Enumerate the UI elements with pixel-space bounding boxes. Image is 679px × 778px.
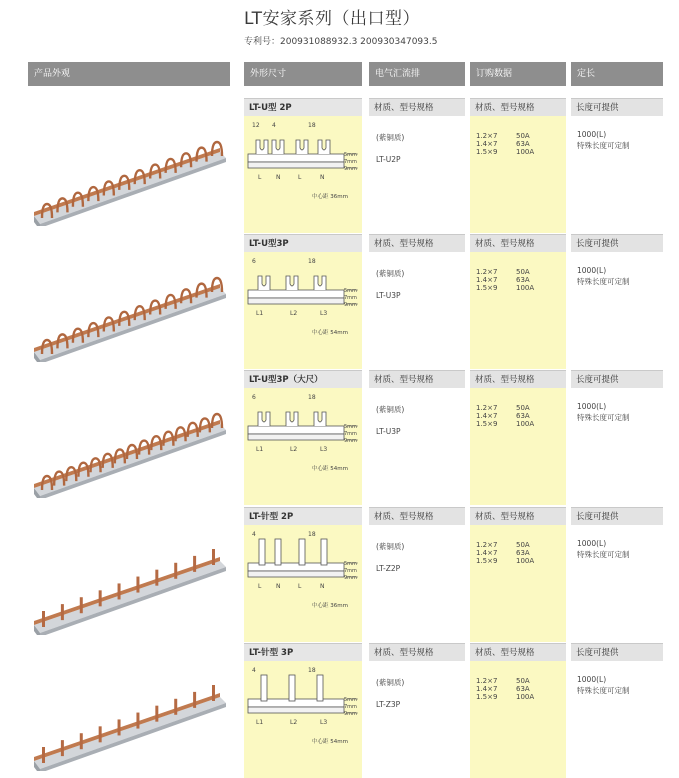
order-line: 1.4×7 63A xyxy=(476,685,530,693)
material-text: (紫铜质) xyxy=(376,542,405,551)
length-header: 长度可提供 xyxy=(571,370,663,388)
length-header: 长度可提供 xyxy=(571,234,663,252)
length-note: 特殊长度可定制 xyxy=(577,550,630,559)
center-distance: 中心距 54mm xyxy=(312,466,348,472)
patent-numbers: 专利号：200931088932.3 200930347093.5 xyxy=(244,37,438,47)
dim-c: 18 xyxy=(308,394,316,401)
header-product: 产品外观 xyxy=(28,62,230,86)
phase-label: L3 xyxy=(320,310,328,317)
dim-c: 18 xyxy=(308,258,316,265)
order-line: 1.2×7 50A xyxy=(476,268,530,276)
material-text: (紫铜质) xyxy=(376,678,405,687)
phase-label: L3 xyxy=(320,719,328,726)
dimension-diagram xyxy=(246,529,360,637)
length-value: 1000(L) xyxy=(577,675,607,684)
phase-label: N xyxy=(320,583,325,590)
phase-label: L xyxy=(298,174,302,181)
phase-label: L2 xyxy=(290,719,298,726)
page-title: LT安家系列（出口型） xyxy=(244,9,421,29)
height-label: 9mm xyxy=(344,438,357,444)
phase-label: L1 xyxy=(256,446,264,453)
height-label: 7mm xyxy=(344,159,357,165)
header-dimensions: 外形尺寸 xyxy=(244,62,362,86)
length-header: 长度可提供 xyxy=(571,643,663,661)
height-label: 7mm xyxy=(344,704,357,710)
dim-c: 18 xyxy=(308,122,316,129)
height-label: 9mm xyxy=(344,575,357,581)
length-note: 特殊长度可定制 xyxy=(577,686,630,695)
model-code: LT-Z3P xyxy=(376,700,401,709)
order-cell xyxy=(470,507,566,642)
order-header: 材质、型号规格 xyxy=(470,98,566,116)
height-label: 5mm xyxy=(344,152,357,158)
model-code: LT-U2P xyxy=(376,155,401,164)
height-label: 5mm xyxy=(344,561,357,567)
dim-a: 12 xyxy=(252,122,260,129)
order-header: 材质、型号规格 xyxy=(470,370,566,388)
order-line: 1.2×7 50A xyxy=(476,404,530,412)
length-value: 1000(L) xyxy=(577,539,607,548)
dimension-diagram xyxy=(246,256,360,364)
order-cell xyxy=(470,643,566,778)
order-header: 材质、型号规格 xyxy=(470,234,566,252)
material-text: (紫铜质) xyxy=(376,133,405,142)
order-line: 1.4×7 63A xyxy=(476,412,530,420)
phase-label: L1 xyxy=(256,719,264,726)
dim-a: 6 xyxy=(252,394,256,401)
model-title: LT-针型 3P xyxy=(244,643,362,661)
phase-label: L xyxy=(258,583,262,590)
dim-a: 4 xyxy=(252,531,256,538)
phase-label: L2 xyxy=(290,446,298,453)
product-row xyxy=(0,643,679,778)
product-row xyxy=(0,234,679,369)
dimension-diagram xyxy=(246,665,360,773)
product-row xyxy=(0,507,679,642)
order-line: 1.2×7 50A xyxy=(476,677,530,685)
model-title: LT-针型 2P xyxy=(244,507,362,525)
order-line: 1.4×7 63A xyxy=(476,549,530,557)
header-busbar: 电气汇流排 xyxy=(369,62,465,86)
center-distance: 中心距 54mm xyxy=(312,739,348,745)
header-length: 定长 xyxy=(571,62,663,86)
material-header: 材质、型号规格 xyxy=(369,507,465,525)
model-code: LT-Z2P xyxy=(376,564,401,573)
material-text: (紫铜质) xyxy=(376,405,405,414)
height-label: 5mm xyxy=(344,424,357,430)
phase-label: L3 xyxy=(320,446,328,453)
length-value: 1000(L) xyxy=(577,130,607,139)
product-image xyxy=(28,374,230,498)
order-line: 1.4×7 63A xyxy=(476,276,530,284)
order-line: 1.2×7 50A xyxy=(476,541,530,549)
order-line: 1.4×7 63A xyxy=(476,140,530,148)
order-line: 1.5×9 100A xyxy=(476,420,535,428)
order-list xyxy=(476,268,534,292)
dim-a: 4 xyxy=(252,667,256,674)
length-note: 特殊长度可定制 xyxy=(577,141,630,150)
product-image xyxy=(28,238,230,362)
length-note: 特殊长度可定制 xyxy=(577,277,630,286)
length-value: 1000(L) xyxy=(577,266,607,275)
material-header: 材质、型号规格 xyxy=(369,370,465,388)
order-line: 1.2×7 50A xyxy=(476,132,530,140)
phase-label: L1 xyxy=(256,310,264,317)
order-cell xyxy=(470,234,566,369)
center-distance: 中心距 36mm xyxy=(312,603,348,609)
length-header: 长度可提供 xyxy=(571,507,663,525)
order-header: 材质、型号规格 xyxy=(470,643,566,661)
phase-label: L xyxy=(298,583,302,590)
model-title: LT-U型 2P xyxy=(244,98,362,116)
header-order: 订购数据 xyxy=(470,62,566,86)
height-label: 9mm xyxy=(344,166,357,172)
product-image xyxy=(28,102,230,226)
order-header: 材质、型号规格 xyxy=(470,507,566,525)
model-code: LT-U3P xyxy=(376,427,401,436)
dim-b: 4 xyxy=(272,122,276,129)
model-title: LT-U型3P xyxy=(244,234,362,252)
dim-c: 18 xyxy=(308,667,316,674)
order-line: 1.5×9 100A xyxy=(476,557,535,565)
material-header: 材质、型号规格 xyxy=(369,234,465,252)
material-header: 材质、型号规格 xyxy=(369,98,465,116)
order-list xyxy=(476,677,534,701)
material-header: 材质、型号规格 xyxy=(369,643,465,661)
model-title: LT-U型3P（大尺） xyxy=(244,370,362,388)
height-label: 5mm xyxy=(344,697,357,703)
order-line: 1.5×9 100A xyxy=(476,284,535,292)
dim-a: 6 xyxy=(252,258,256,265)
phase-label: N xyxy=(276,174,281,181)
phase-label: N xyxy=(276,583,281,590)
product-image xyxy=(28,647,230,771)
phase-label: N xyxy=(320,174,325,181)
product-image xyxy=(28,511,230,635)
height-label: 7mm xyxy=(344,568,357,574)
height-label: 9mm xyxy=(344,302,357,308)
order-list xyxy=(476,132,534,156)
phase-label: L xyxy=(258,174,262,181)
order-cell xyxy=(470,98,566,233)
order-list xyxy=(476,541,534,565)
height-label: 7mm xyxy=(344,431,357,437)
dim-c: 18 xyxy=(308,531,316,538)
order-cell xyxy=(470,370,566,505)
length-note: 特殊长度可定制 xyxy=(577,413,630,422)
order-line: 1.5×9 100A xyxy=(476,693,535,701)
material-text: (紫铜质) xyxy=(376,269,405,278)
center-distance: 中心距 54mm xyxy=(312,330,348,336)
order-line: 1.5×9 100A xyxy=(476,148,535,156)
model-code: LT-U3P xyxy=(376,291,401,300)
product-row xyxy=(0,370,679,505)
height-label: 5mm xyxy=(344,288,357,294)
center-distance: 中心距 36mm xyxy=(312,194,348,200)
length-header: 长度可提供 xyxy=(571,98,663,116)
phase-label: L2 xyxy=(290,310,298,317)
order-list xyxy=(476,404,534,428)
height-label: 9mm xyxy=(344,711,357,717)
height-label: 7mm xyxy=(344,295,357,301)
dimension-diagram xyxy=(246,392,360,500)
length-value: 1000(L) xyxy=(577,402,607,411)
product-row xyxy=(0,98,679,233)
dimension-diagram xyxy=(246,120,360,228)
